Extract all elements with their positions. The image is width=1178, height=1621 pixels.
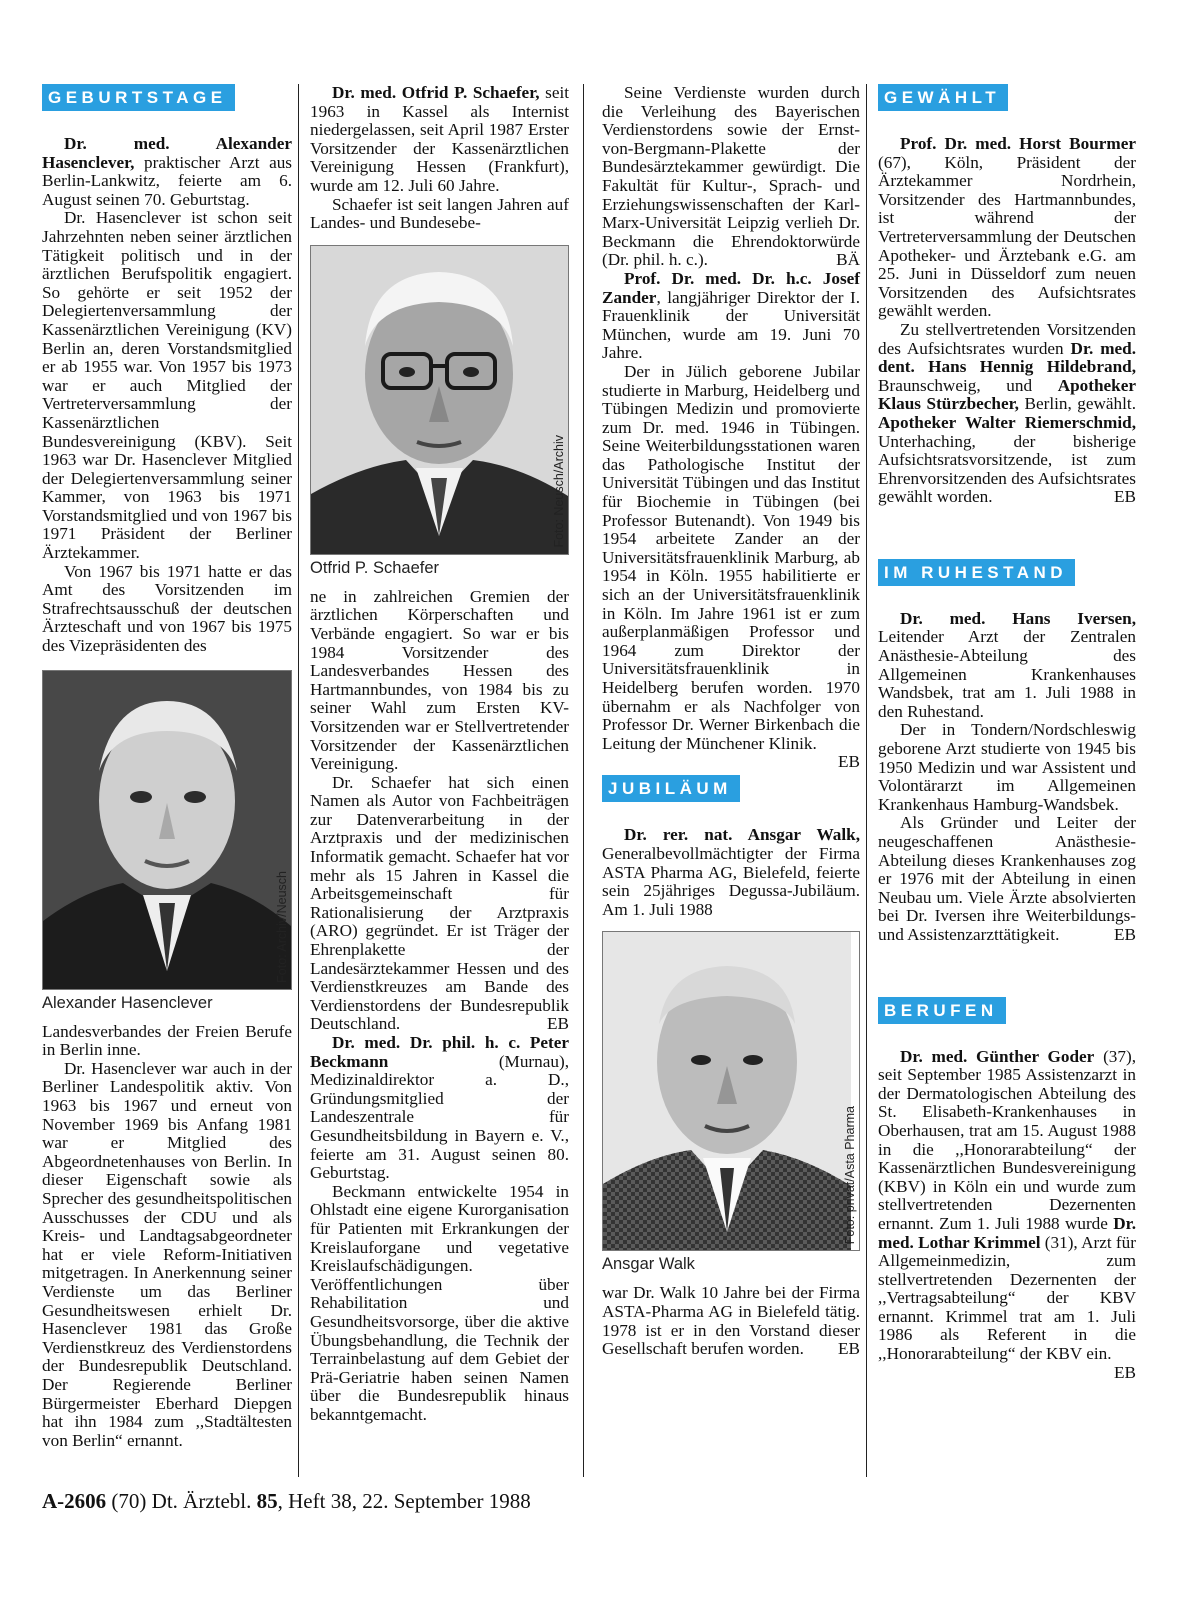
article-paragraph: Dr. Hasenclever war auch in der Berliner Landespolitik aktiv. Von 1963 bis 1967 und erneut von November 1969 bis Anfang 1981 war er Mitglied des Abgeordnetenhauses von Berlin. In dieser Eigenschaft sowie als Sprecher des gesundheitspolitischen Ausschusses der CDU und als Kreis- und Landtagsabgeordneter hat er viele Reform-Initiativen mitgetragen. In Anerkennung seiner Verdienste um das Berliner Gesundheitswesen erhielt Dr. Hasenclever 1981 das Große Verdienstkreuz des Verdienstordens der Bundesrepublik Deutschland. Der Regierende Berliner Bürgermeister Eberhard Diepgen hat ihn 1984 zum ,,Stadtältesten von Berlin“ ernannt. bbox=[42, 1058, 292, 1450]
article-paragraph: ne in zahlreichen Gremien der ärztlichen Körperschaften und Verbände engagiert. So war er bis 1984 Vorsitzender des Landesverbandes Hessen des Hartmannbundes, von 1984 bis zu seiner Wahl zum Ersten KV-Vorsitzenden war er Stellvertretender Vorsitzender der Kassenärztlichen Vereinigung. bbox=[310, 586, 569, 774]
person-name: Dr. med. Lothar Krimmel bbox=[878, 1213, 1136, 1252]
author-signature: EB bbox=[1114, 1362, 1136, 1382]
issue-date: , Heft 38, 22. September 1988 bbox=[277, 1489, 531, 1513]
column-rule bbox=[298, 84, 299, 1477]
article-paragraph: war Dr. Walk 10 Jahre bei der Firma ASTA-Pharma AG in Bielefeld tätig. 1978 ist er in den Vorstand dieser Gesellschaft berufen worden. EB bbox=[602, 1283, 860, 1359]
column-rule bbox=[583, 84, 584, 1477]
article-paragraph: Der in Tondern/Nordschleswig geborene Arzt studierte von 1945 bis 1950 Medizin und war Assistent und Volontärarzt im Allgemeinen Krankenhaus Hamburg-Wandsbek. bbox=[878, 720, 1136, 814]
portrait-photo bbox=[310, 245, 569, 555]
person-name: Prof. Dr. med. Dr. h.c. Josef Zander bbox=[602, 268, 860, 307]
article-paragraph: Beckmann entwickelte 1954 in Ohlstadt eine eigene Kurorganisation für Patienten mit Erkrankungen der Kreislauforgane und vegetative Kreislaufschädigungen. Veröffentlichungen über Rehabilitation und Gesundheitsvorsorge, über die aktive Übungsbehandlung, die Technik der Terrainbelastung auf dem Gebiet der Prä-Geriatrie haben seinen Namen über die Bundesrepublik hinaus bekanntgemacht. bbox=[310, 1181, 569, 1424]
portrait-image bbox=[603, 932, 851, 1250]
article-paragraph: Dr. med. Dr. phil. h. c. Peter Beckmann (Murnau), Medizinaldirektor a. D., Gründungsmitglied der Landeszentrale für Gesundheitsbildung in Bayern e. V., feierte am 31. August seinen 80. Geburtstag. bbox=[310, 1033, 569, 1183]
person-name: Apotheker Klaus Stürzbecher, bbox=[878, 375, 1136, 414]
section-header-jubilaeum: JUBILÄUM bbox=[602, 775, 740, 802]
photo-caption: Otfrid P. Schaefer bbox=[310, 558, 440, 577]
photo-credit: Foto: privat/Asta Pharma bbox=[843, 1106, 857, 1245]
person-name: Dr. med. Alexander Hasenclever, bbox=[42, 134, 292, 172]
page-footer bbox=[42, 1489, 531, 1514]
photo-credit: Foto: Archiv/Neusch bbox=[275, 870, 289, 983]
article-paragraph: Prof. Dr. med. Horst Bourmer (67), Köln, Präsident der Ärztekammer Nordrhein, Vorsitzender des Hartmannbundes, ist während der Vertreterversammlung der Deutschen Apotheker- und Ärztebank e.G. am 25. Juni in Düsseldorf zum neuen Vorsitzenden des Aufsichtsrates gewählt werden. bbox=[878, 134, 1136, 321]
column-1 bbox=[42, 84, 292, 1450]
portrait-image bbox=[43, 671, 291, 989]
author-signature: EB bbox=[838, 752, 860, 772]
article-paragraph: Prof. Dr. med. Dr. h.c. Josef Zander, langjähriger Direktor der I. Frauenklinik der Universität München, wurde am 19. Juni 70 Jahre. bbox=[602, 268, 860, 363]
person-name: Prof. Dr. med. Horst Bourmer bbox=[900, 134, 1136, 153]
person-name: Dr. med. Dr. phil. h. c. Peter Beckmann bbox=[310, 1033, 569, 1071]
article-paragraph: Dr. med. Alexander Hasenclever, praktischer Arzt aus Berlin-Lankwitz, feierte am 6. August seinen 70. Geburtstag. bbox=[42, 134, 292, 209]
article-paragraph: Seine Verdienste wurden durch die Verleihung des Bayerischen Verdienstordens sowie der Ernst-von-Bergmann-Plakette der Bundesärztekammer gewürdigt. Die Fakultät für Kultur-, Sprach- und Erziehungswissenschaften der Karl-Marx-Universität Leipzig verlieh Dr. Beckmann die Ehrendoktorwürde (Dr. phil. h. c.). BÄ bbox=[602, 83, 860, 270]
column-4 bbox=[878, 84, 1136, 1382]
person-name: Dr. med. dent. Hans Hennig Hildebrand, bbox=[878, 338, 1136, 377]
column-2 bbox=[310, 84, 569, 1424]
author-signature: BÄ bbox=[836, 250, 860, 270]
section-header-gewaehlt: GEWÄHLT bbox=[878, 84, 1008, 111]
author-signature: EB bbox=[838, 1339, 860, 1359]
article-paragraph: Dr. med. Hans Iversen, Leitender Arzt der Zentralen Anästhesie-Abteilung des Allgemeinen Krankenhauses Wandsbek, trat am 1. Juli 1988 in den Ruhestand. bbox=[878, 608, 1136, 721]
person-name: Dr. med. Günther Goder bbox=[900, 1046, 1095, 1066]
portrait-photo bbox=[602, 931, 860, 1251]
article-paragraph: Dr. Schaefer hat sich einen Namen als Autor von Fachbeiträgen zur Datenverarbeitung in der Arztpraxis und der medizinischen Informatik gemacht. Schaefer hat vor mehr als 15 Jahren in Kassel die Arbeitsgemeinschaft für Rationalisierung der Arztpraxis (ARO) gegründet. Er ist Träger der Ehrenplakette der Landesärztekammer Hessen und des Verdienstkreuzes am Bande des Verdienstordens der Bundesrepublik Deutschland. EB bbox=[310, 772, 569, 1034]
person-name: Dr. med. Hans Iversen, bbox=[900, 608, 1136, 628]
article-paragraph: Dr. med. Otfrid P. Schaefer, seit 1963 in Kassel als Internist niedergelassen, seit April 1987 Erster Vorsitzender der Kassenärztlichen Vereinigung Hessen (Frankfurt), wurde am 12. Juli 60 Jahre. bbox=[310, 83, 569, 195]
author-signature: EB bbox=[547, 1014, 569, 1034]
section-header-geburtstage: GEBURTSTAGE bbox=[42, 84, 235, 111]
article-paragraph: Dr. rer. nat. Ansgar Walk, Generalbevollmächtigter der Firma ASTA Pharma AG, Bielefeld, feierte sein 25jähriges Degussa-Jubiläum. Am 1. Juli 1988 bbox=[602, 825, 860, 919]
article-paragraph: Dr. Hasenclever ist schon seit Jahrzehnten neben seiner ärztlichen Tätigkeit politisch und in der ärztlichen Berufspolitik engagiert. So gehörte er seit 1952 der Delegiertenversammlung der Kassenärztlichen Vereinigung (KV) Berlin an, deren Vorstandsmitglied er ab 1955 war. Von 1957 bis 1973 war er auch Mitglied der Vertreterversammlung der Kassenärztlichen Bundesvereinigung (KBV). Seit 1963 war Dr. Hasenclever Mitglied der Delegiertenversammlung seiner Kammer, von 1963 bis 1971 Vorstandsmitglied und von 1967 bis 1971 Präsident der Berliner Ärztekammer. bbox=[42, 208, 292, 563]
journal-citation: (70) Dt. Ärztebl. bbox=[106, 1489, 257, 1513]
section-header-im-ruhestand: IM RUHESTAND bbox=[878, 559, 1075, 586]
column-rule bbox=[866, 84, 867, 1477]
section-header-berufen: BERUFEN bbox=[878, 997, 1006, 1024]
article-paragraph: Zu stellvertretenden Vorsitzenden des Aufsichtsrates wurden Dr. med. dent. Hans Hennig Hildebrand, Braunschweig, und Apotheker Klaus Stürzbecher, Berlin, gewählt. Apotheker Walter Riemerschmid, Unterhaching, der bisherige Aufsichtsratsvorsitzende, ist zum Ehrenvorsitzenden des Aufsichtsrates gewählt worden. EB bbox=[878, 319, 1136, 507]
photo-credit: Foto: Neusch/Archiv bbox=[552, 435, 566, 548]
portrait-image bbox=[311, 246, 568, 554]
photo-caption: Ansgar Walk bbox=[602, 1255, 695, 1274]
photo-caption: Alexander Hasenclever bbox=[42, 993, 213, 1012]
volume-number: 85 bbox=[256, 1489, 278, 1513]
article-paragraph: Der in Jülich geborene Jubilar studierte in Marburg, Heidelberg und Tübingen Medizin und promovierte zum Dr. med. 1946 in Tübingen. Seine Weiterbildungsstationen waren das Pathologische Institut der Universität Tübingen und das Institut für Biochemie in Tübingen (bei Professor Butenandt). Von 1949 bis 1954 arbeitete Zander an der Universitätsfrauenklinik Marburg, ab 1954 in Köln. 1955 habilitierte er sich an der Universitätsfrauenklinik in Köln. Im Jahre 1961 ist er zum außerplanmäßigen Professor und 1964 zum Direktor der Universitätsfrauenklinik in Heidelberg berufen worden. 1970 übernahm er als Nachfolger von Professor Dr. Werner Birkenbach die Leitung der Münchener Klinik. EB bbox=[602, 361, 860, 772]
author-signature: EB bbox=[1114, 487, 1136, 507]
author-signature: EB bbox=[1114, 924, 1136, 944]
person-name: Dr. med. Otfrid P. Schaefer, bbox=[332, 83, 540, 102]
article-paragraph: Landesverbandes der Freien Berufe in Berlin inne. bbox=[42, 1021, 292, 1060]
page-number: A-2606 bbox=[42, 1489, 107, 1513]
person-name: Apotheker Walter Riemerschmid, bbox=[878, 412, 1136, 432]
article-paragraph: Als Gründer und Leiter der neugeschaffenen Anästhesie-Abteilung dieses Krankenhauses zog er 1976 mit der Abteilung in einen Neubau um. Viele Ärzte absolvierten bei Dr. Iversen ihre Weiterbildungs- und Assistenzarzttätigkeit. EB bbox=[878, 813, 1136, 944]
article-paragraph: Dr. med. Günther Goder (37), seit September 1985 Assistenzarzt in der Dermatologischen Abteilung des St. Elisabeth-Krankenhauses in Oberhausen, trat am 15. August 1988 in die ,,Honorarabteilung“ der Kassenärztlichen Bundesvereinigung (KBV) in Köln ein und wurde zum stellvertretenden Dezernenten ernannt. Zum 1. Juli 1988 wurde Dr. med. Lothar Krimmel (31), Arzt für Allgemeinmedizin, zum stellvertretenden Dezernenten der ,,Vertragsabteilung“ der KBV ernannt. Krimmel trat am 1. Juli 1986 als Referent in die ,,Honorarabteilung“ der KBV ein. EB bbox=[878, 1046, 1136, 1382]
column-3 bbox=[602, 84, 860, 1359]
article-paragraph: Schaefer ist seit langen Jahren auf Landes- und Bundesebe- bbox=[310, 194, 569, 233]
portrait-photo bbox=[42, 670, 292, 990]
article-paragraph: Von 1967 bis 1971 hatte er das Amt des Vorsitzenden im Strafrechtsausschuß der deutschen Ärzteschaft und von 1967 bis 1975 des Vizepräsidenten des bbox=[42, 561, 292, 656]
person-name: Dr. rer. nat. Ansgar Walk, bbox=[624, 825, 860, 845]
